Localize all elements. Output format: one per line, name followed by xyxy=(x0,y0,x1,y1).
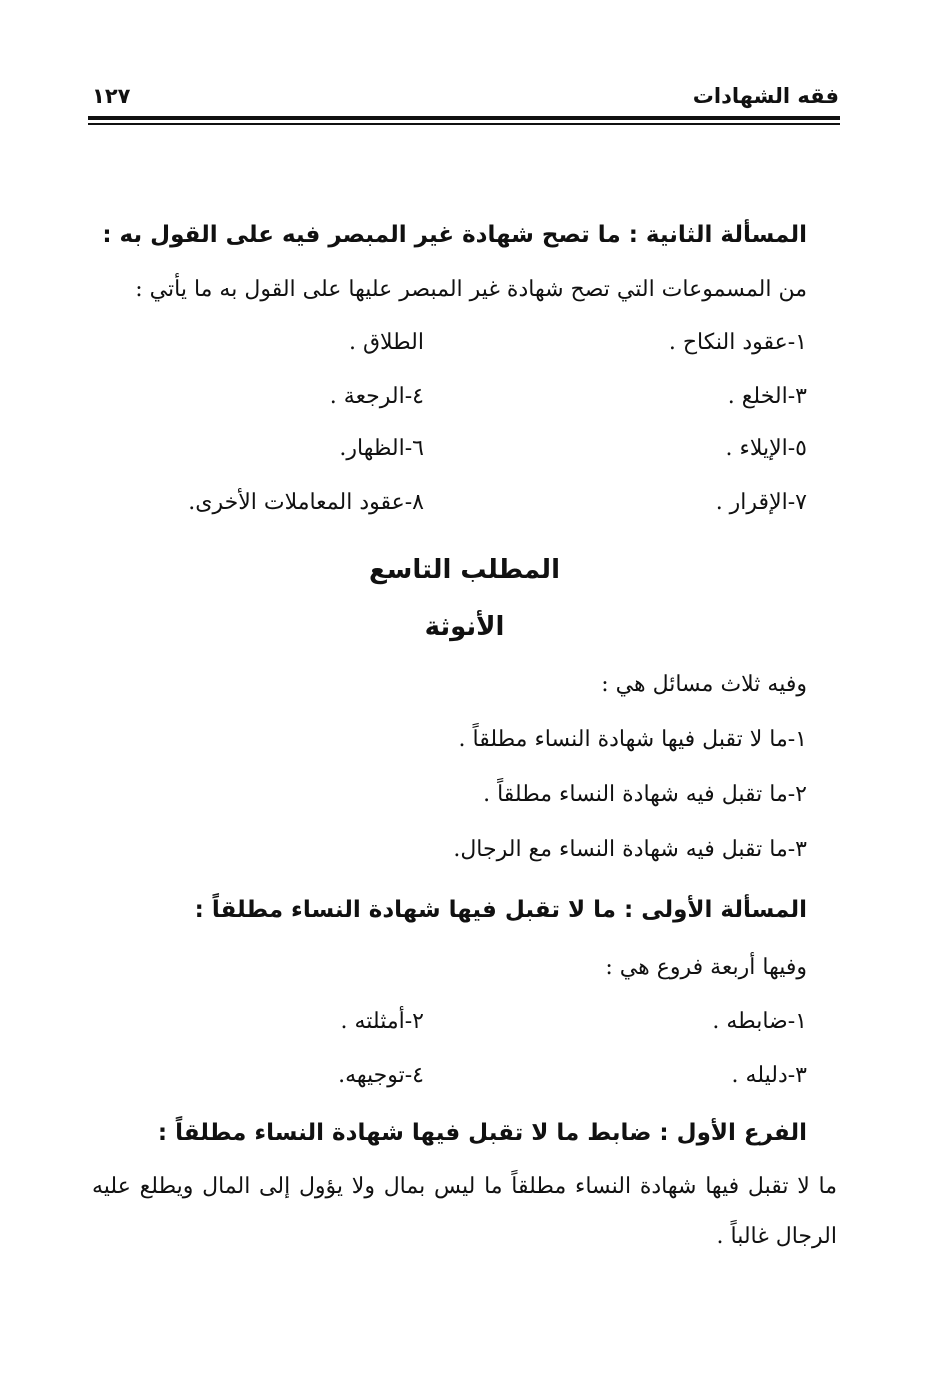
list-item: ٥-الإيلاء . xyxy=(725,436,807,461)
list-item: ٨-عقود المعاملات الأخرى. xyxy=(188,490,424,515)
running-header-title: فقه الشهادات xyxy=(692,84,839,108)
list-item: ٣-الخلع . xyxy=(727,384,807,409)
matlab-intro: وفيه ثلاث مسائل هي : xyxy=(601,672,807,697)
branch-1-heading: الفرع الأول : ضابط ما لا تقبل فيها شهادة النساء مطلقاً : xyxy=(157,1120,807,1146)
list-item: ١-ضابطه . xyxy=(712,1009,807,1034)
matlab-subtitle: الأنوثة xyxy=(424,612,505,642)
list-item: ٦-الظهار. xyxy=(339,436,424,461)
list-item: ٢-ما تقبل فيه شهادة النساء مطلقاً . xyxy=(483,782,807,807)
list-item: ٤-الرجعة . xyxy=(329,384,424,409)
section-1-heading: المسألة الأولى : ما لا تقبل فيها شهادة النساء مطلقاً : xyxy=(194,897,807,923)
list-item: الطلاق . xyxy=(348,330,424,355)
page-number: ١٢٧ xyxy=(92,84,131,108)
section-1-intro: وفيها أربعة فروع هي : xyxy=(605,955,807,980)
list-item: ٣-دليله . xyxy=(731,1063,807,1088)
list-item: ١-ما لا تقبل فيها شهادة النساء مطلقاً . xyxy=(458,727,807,752)
section-2-heading: المسألة الثانية : ما تصح شهادة غير المبصر فيه على القول به : xyxy=(102,222,807,248)
list-item: ٧-الإقرار . xyxy=(715,490,807,515)
branch-1-paragraph: ما لا تقبل فيها شهادة النساء مطلقاً ما ليس بمال ولا يؤول إلى المال ويطلع عليه الرجال غالباً . xyxy=(92,1174,837,1249)
list-item: ٤-توجيهه. xyxy=(338,1063,424,1088)
list-item: ٣-ما تقبل فيه شهادة النساء مع الرجال. xyxy=(453,837,807,862)
header-rule-thick xyxy=(88,116,840,120)
matlab-title: المطلب التاسع xyxy=(368,555,560,585)
header-rule-thin xyxy=(88,123,840,125)
list-item: ١-عقود النكاح . xyxy=(668,330,807,355)
list-item: ٢-أمثلته . xyxy=(340,1009,424,1034)
section-2-intro: من المسموعات التي تصح شهادة غير المبصر عليها على القول به ما يأتي : xyxy=(135,277,807,302)
